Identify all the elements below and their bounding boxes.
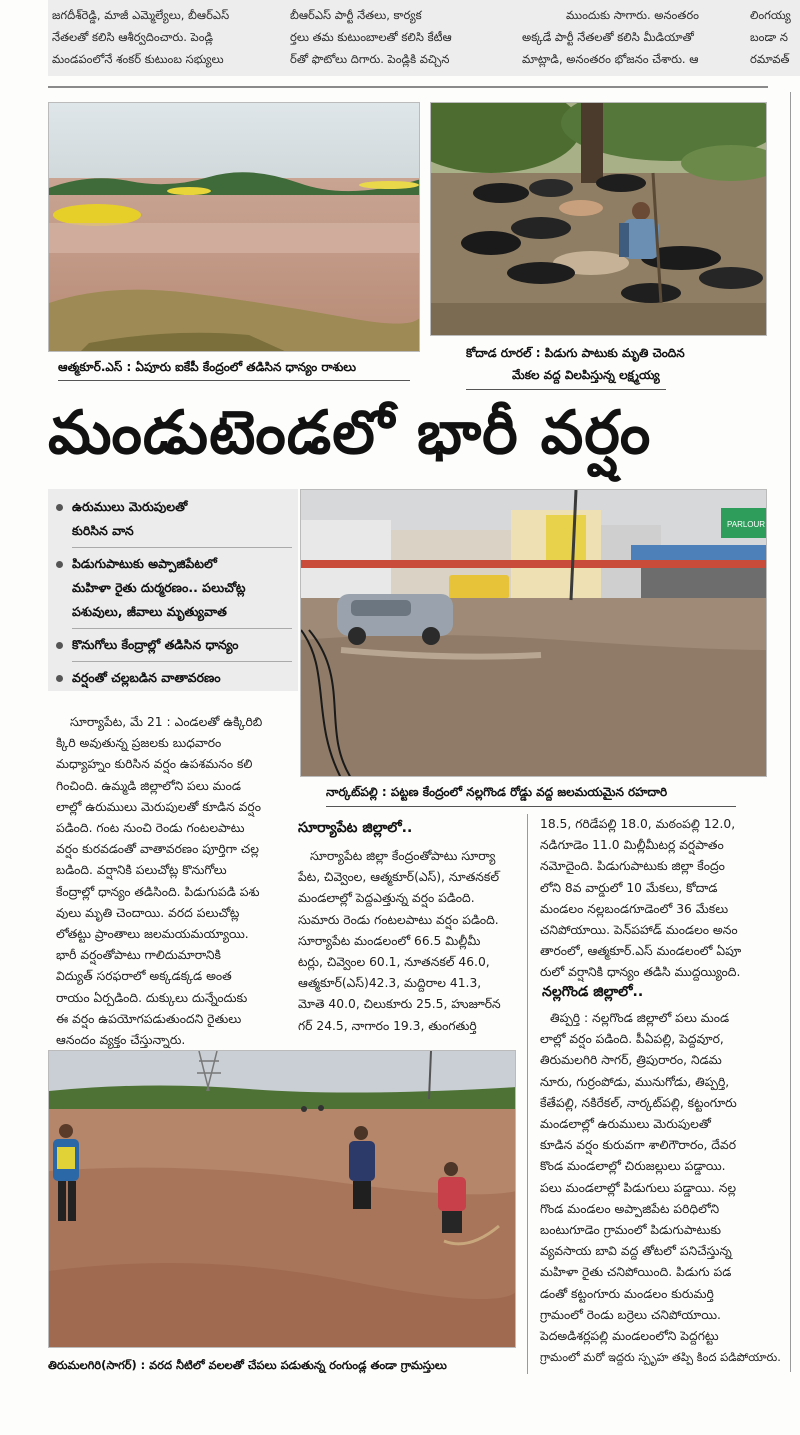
suryapet-heading: సూర్యాపేట జిల్లాలో.. <box>298 820 413 836</box>
bullet-item: పిడుగుపాటుకు అప్పాజిపేటలో మహిళా రైతు దుర్మరణం.. పలుచోట్ల పశువులు, జీవాలు మృత్యువాత <box>56 552 292 624</box>
suryapet-paragraph: సూర్యాపేట జిల్లా కేంద్రంతోపాటు సూర్యా పేట, చివ్వెంల, ఆత్మకూర్(ఎస్), నూతనకల్ మండలాల్లో పెద్దఎత్తున్న వర్షం పడింది. సుమారు రెండు గంటలపాటు వర్షం పడింది. సూర్యాపేట మండలంలో 66.5 మిల్లీమీ టర్లు, చివ్వెంల 60.1, నూతనకల్ 46.0, ఆత్మకూర్(ఎస్)42.3, మద్దిరాల 41.3, మోతె 40.0, చిలుకూరు 25.5, హుజూర్‌న గర్ 24.5, నాగారం 19.3, తుంగతుర్తి <box>298 849 501 1033</box>
nalgonda-paragraph: తిప్పర్తి : నల్లగొండ జిల్లాలో పలు మండ లాల్లో వర్షం పడింది. పీఏపల్లి, పెద్దవూర, తిరుమలగిరి సాగర్, త్రిపురారం, నిడమ నూరు, గుర్రంపోడు, మునుగోడు, తిప్పర్తి, కేతేపల్లి, నకిరేకల్, నార్కట్‌పల్లి, కట్టంగూరు మండలాల్లో ఉరుములు మెరుపులతో కూడిన వర్షం కురువగా శాలిగౌరారం, దేవర కొండ మండలాల్లో చిరుజల్లులు పడ్డాయి. పలు మండలాల్లో పిడుగులు పడ్డాయి. నల్ల గొండ మండలం అప్పాజిపేట పరిధిలోని బంటుగూడెం గ్రామంలో పిడుగుపాటుకు వ్యవసాయ బావి వద్ద తోటలో పనిచేస్తున్న మహిళా రైతు చనిపోయింది. పిడుగు పడ డంతో కట్టంగూరు మండలం కురుమర్తి గ్రామంలో రెండు బర్రెలు చనిపోయాయి. పెదఅడిశర్లపల్లి మండలంలోని పెద్దగట్టు గ్రామంలో మరో ఇద్దరు స్పృహ తప్పి కింద పడిపోయారు. <box>540 1011 781 1365</box>
headline: మండుటెండలో భారీ వర్షం <box>48 398 652 468</box>
photo-fishing-floodwater <box>48 1050 516 1348</box>
caption-underline <box>326 806 736 807</box>
bullet-item: ఉరుములు మెరుపులతో కురిసిన వాన <box>56 495 292 543</box>
caption-photo-2-line-2: మేకల వద్ద విలపిస్తున్న లక్ష్మయ్య <box>512 368 660 382</box>
suryapet-continued: 18.5, గరిడేపల్లి 18.0, మఠంపల్లి 12.0, నడిగూడెం 11.0 మిల్లీమీటర్ల వర్షపాతం నమోదైంది. పిడుగుపాటుకు జిల్లా కేంద్రం లోని 8వ వార్డులో 10 మేకలు, కోదాడ మండలం నల్లబండగూడెంలో 36 మేకలు చనిపోయాయి. పెన్‌పహాడ్ మండలం అనం తారంలో, ఆత్మకూర్.ఎస్ మండలంలో ఏపూ రులో వర్షానికి ధాన్యం తడిసి ముద్దయ్యింది. <box>540 817 742 980</box>
photo-flooded-road <box>300 489 767 777</box>
caption-photo-4: తిరుమలగిరి(సాగర్) : వరద నీటిలో వలలతో చేపలు పడుతున్న రంగుండ్ల తండా గ్రామస్తులు <box>48 1358 447 1372</box>
bullet-item: కొనుగోలు కేంద్రాల్లో తడిసిన ధాన్యం <box>56 633 292 657</box>
bullet-divider <box>72 628 292 629</box>
section-divider <box>48 86 768 88</box>
column-rule <box>527 814 528 1374</box>
prev-col-2: బీఆర్‌ఎస్ పార్టీ నేతలు, కార్యక ర్తలు తమ కుటుంబాలతో కలిసి కేటీఆ ర్‌తో ఫొటోలు దిగారు. పెండ్లికి వచ్చిన <box>290 8 452 66</box>
bullet-icon <box>56 561 63 568</box>
photo-wet-grain-field <box>48 102 420 352</box>
photo-dead-goats <box>430 102 767 336</box>
bullet-item: వర్షంతో చల్లబడిన వాతావరణం <box>56 666 292 690</box>
right-column-rule <box>790 92 791 1372</box>
prev-col-1: జగదీశ్‌రెడ్డి, మాజీ ఎమ్మెల్యేలు, బీఆర్‌ఎస్ నేతలతో కలిసి ఆశీర్వదించారు. పెండ్లి మండపంలోనే శంకర్ కుటుంబ సభ్యులు <box>52 8 230 66</box>
caption-photo-1: ఆత్మకూర్.ఎస్ : ఏపూరు ఐకేపీ కేంద్రంలో తడిసిన ధాన్యం రాశులు <box>58 360 356 374</box>
bullet-icon <box>56 642 63 649</box>
prev-col-4: లింగయ్య బండా న రమావత్ <box>750 8 791 66</box>
caption-photo-3: నార్కట్‌పల్లి : పట్టణ కేంద్రంలో నల్లగొండ రోడ్డు వద్ద జలమయమైన రహదారి <box>326 785 668 799</box>
bullet-divider <box>72 661 292 662</box>
intro-paragraph: సూర్యాపేట, మే 21 : ఎండలతో ఉక్కిరిబి క్కిరి అవుతున్న ప్రజలకు బుధవారం మధ్యాహ్నం కురిసిన వర్షం ఉపశమనం కలి గించింది. ఉమ్మడి జిల్లాలోని పలు మండ లాల్లో ఉరుములు మెరుపులతో కూడిన వర్షం పడింది. గంట నుంచి రెండు గంటలపాటు వర్షం కురవడంతో వాతావరణం పూర్తిగా చల్ల బడింది. వర్షానికి పలుచోట్ల కొనుగోలు కేంద్రాల్లో ధాన్యం తడిసింది. పిడుగుపడి పశు వులు మృతి చెందాయి. వరద పలుచోట్ల లోతట్టు ప్రాంతాలు జలమయమయ్యాయి. భారీ వర్షంతోపాటు గాలిదుమారానికి విద్యుత్ సరఫరాలో అక్కడక్కడ అంత రాయం ఏర్పడింది. దుక్కులు దున్నేందుకు ఈ వర్షం ఉపయోగపడుతుందని రైతులు ఆనందం వ్యక్తం చేస్తున్నారు. <box>56 715 263 1048</box>
bullet-icon <box>56 504 63 511</box>
caption-underline <box>58 380 410 381</box>
nalgonda-heading: నల్లగొండ జిల్లాలో.. <box>542 984 644 1000</box>
bullet-divider <box>72 547 292 548</box>
prev-col-3: ముందుకు సాగారు. అనంతరం అక్కడే పార్టీ నేతలతో కలిసి మీడియాతో మాట్లాడి, అనంతరం భోజనం చేశారు. ఆ <box>522 8 699 66</box>
previous-article-strip <box>48 0 800 76</box>
bullet-icon <box>56 675 63 682</box>
parlour-sign: PARLOUR <box>727 520 766 529</box>
summary-bullets <box>48 489 298 691</box>
caption-photo-2-line-1: కోదాడ రూరల్ : పిడుగు పాటుకు మృతి చెందిన <box>466 346 685 360</box>
